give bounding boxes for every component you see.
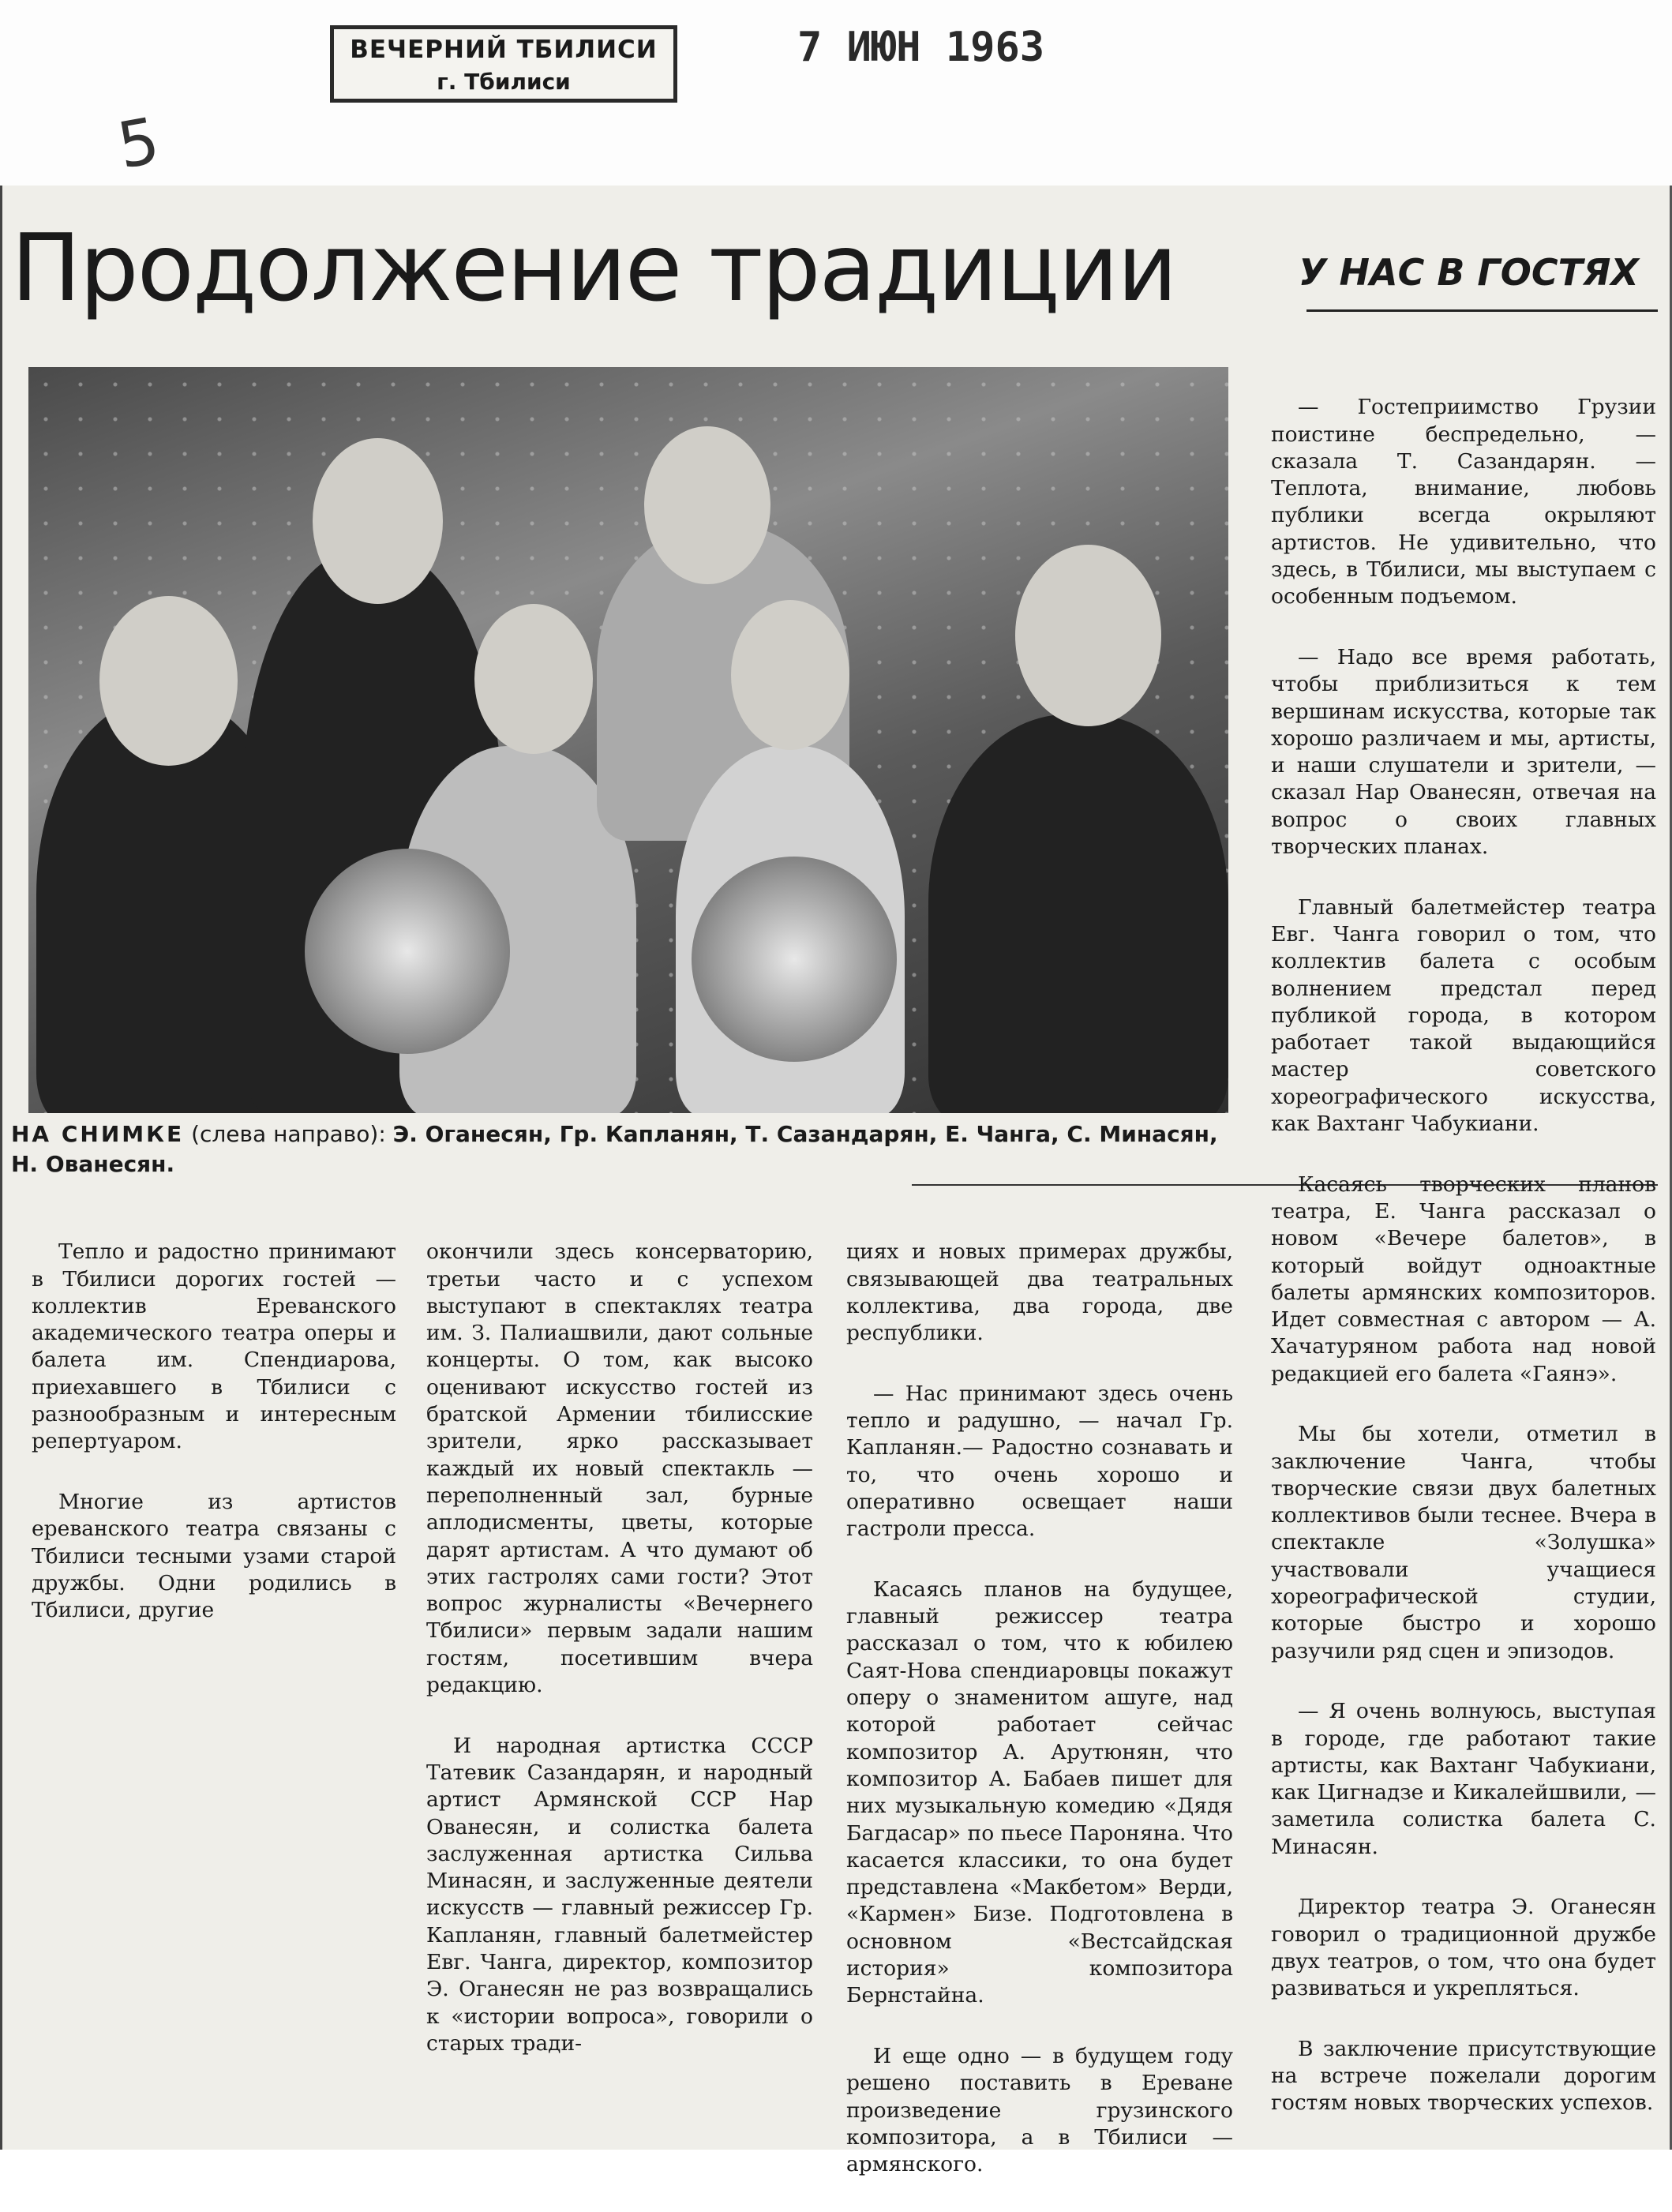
- caption-note: (слева направо):: [191, 1121, 386, 1147]
- date-stamp: 7 ИЮН 1963: [797, 24, 1045, 71]
- article-paragraph: И народная артистка СССР Татевик Сазандарян, и народный артист Армянской ССР Нар Ованесян, и солистка балета заслуженная артистка Сильва Минасян, и заслуженные деятели искусств — главный режиссер Гр. Капланян, главный балетмейстер Евг. Чанга, директор, композитор Э. Оганесян не раз возвращались к «истории вопроса», говорили о старых тради-: [426, 1733, 813, 2056]
- photo-face: [99, 596, 238, 766]
- article-paragraph: циях и новых примерах дружбы, связывающей два театральных коллектива, два города, две республики.: [846, 1239, 1233, 1346]
- photo-face: [474, 604, 593, 754]
- photo-caption: [11, 1119, 1227, 1179]
- article-paragraph: Касаясь творческих планов театра, Е. Чанга рассказал о новом «Вечере балетов», в который войдут одноактные балеты армянских композиторов. Идет совместная с автором — А. Хачатуряном работа над новой редакцией его балета «Гаянэ».: [1271, 1172, 1656, 1386]
- article-paragraph: — Надо все время работать, чтобы приблизиться к тем вершинам искусства, которые так хорошо различаем и мы, артисты, и наши слушатели и зрители, — сказал Нар Ованесян, отвечая на вопрос о своих главных творческих планах.: [1271, 644, 1656, 860]
- rubric-underline: [1306, 309, 1658, 312]
- newspaper-stamp: [330, 25, 677, 103]
- photo-face: [313, 438, 443, 604]
- article-paragraph: Директор театра Э. Оганесян говорил о традиционной дружбе двух театров, о том, что она будет развиваться и укрепляться.: [1271, 1895, 1656, 2001]
- article-paragraph: — Я очень волнуюсь, выступая в городе, где работают такие артисты, как Вахтанг Чабукиани, как Цигнадзе и Кикалейшвили, — заметила солистка балета С. Минасян.: [1271, 1699, 1656, 1859]
- stamp-city: г. Тбилиси: [437, 69, 571, 95]
- headline: Продолжение традиции: [11, 213, 1176, 322]
- article-paragraph: Мы бы хотели, отметил в заключение Чанга, чтобы творческие связи двух балетных коллективов были теснее. Вчера в спектакле «Золушка» участвовали учащиеся хореографической студии, которые быстро и хорошо разучили ряд сцен и эпизодов.: [1271, 1422, 1656, 1663]
- photo-bouquet: [305, 849, 510, 1054]
- article-paragraph: Касаясь планов на будущее, главный режиссер театра рассказал о том, что к юбилею Саят-Нова спендиаровцы покажут оперу о знаменитом ашуге, над которой работает сейчас композитор А. Арутюнян, что композитор А. Бабаев пишет для них музыкальную комедию «Дядя Багдасар» по пьесе Пароняна. Что касается классики, то она будет представлена «Макбетом» Верди, «Кармен» Бизе. Подготовлена в основном «Вестсайдская история» композитора Бернстайна.: [846, 1577, 1233, 2008]
- photo-bouquet: [692, 857, 897, 1062]
- caption-names: Э. Оганесян, Гр. Капланян, Т. Сазандарян, Е. Чанга, С. Минасян, Н. Ованесян.: [11, 1121, 1218, 1177]
- article-paragraph: И еще одно — в будущем году решено поставить в Ереване произведение грузинского композитора, а в Тбилиси — армянского.: [846, 2043, 1233, 2177]
- article-paragraph: окончили здесь консерваторию, третьи часто и с успехом выступают в спектаклях театра им. З. Палиашвили, дают сольные концерты. О том, как высоко оценивают искусство гостей из братской Армении тбилисские зрители, ярко рассказывает каждый их новый спектакль — переполненный зал, бурные аплодисменты, цветы, которые дарят артистам. А что думают об этих гастролях сами гости? Этот вопрос журналисты «Вечернего Тбилиси» первым задали нашим гостям, посетившим вчера редакцию.: [426, 1239, 813, 1698]
- rubric: У НАС В ГОСТЯХ: [1299, 251, 1639, 294]
- group-photo: [28, 367, 1228, 1113]
- article-column-1: [32, 1212, 396, 1658]
- article-paragraph: Главный балетмейстер театра Евг. Чанга говорил о том, что коллектив балета с особым волнением предстал перед публикой города, в котором работает такой выдающийся мастер советского хореографического искусства, как Вахтанг Чабукиани.: [1271, 894, 1656, 1137]
- handwritten-mark: 5: [112, 103, 165, 183]
- article-paragraph: Тепло и радостно принимают в Тбилиси дорогих гостей — коллектив Ереванского академического театра оперы и балета им. Спендиарова, приехавшего в Тбилиси с разнообразным и интересным репертуаром.: [32, 1239, 396, 1454]
- article-paragraph: — Нас принимают здесь очень тепло и радушно, — начал Гр. Капланян.— Радостно сознавать и то, что очень хорошо и оперативно освещает наши гастроли пресса.: [846, 1381, 1233, 1542]
- article-paragraph: В заключение присутствующие на встрече пожелали дорогим гостям новых творческих успехов.: [1271, 2036, 1656, 2116]
- article-column-3: [846, 1212, 1233, 2212]
- article-paragraph: — Гостеприимство Грузии поистине беспредельно, — сказала Т. Сазандарян. — Теплота, внимание, любовь публики всегда окрыляют артистов. Не удивительно, что здесь, в Тбилиси, мы выступаем с особенным подъемом.: [1271, 395, 1656, 609]
- caption-lead: НА СНИМКЕ: [11, 1121, 185, 1147]
- photo-face: [644, 426, 770, 584]
- stamp-newspaper-name: ВЕЧЕРНИЙ ТБИЛИСИ: [350, 36, 658, 64]
- article-paragraph: Многие из артистов ереванского театра связаны с Тбилиси тесными узами старой дружбы. Одни родились в Тбилиси, другие: [32, 1489, 396, 1623]
- photo-face: [1015, 545, 1161, 726]
- photo-face: [731, 600, 849, 750]
- photo-person: [928, 714, 1228, 1113]
- article-column-2: [426, 1212, 813, 2091]
- article-column-4: [1271, 367, 1656, 2150]
